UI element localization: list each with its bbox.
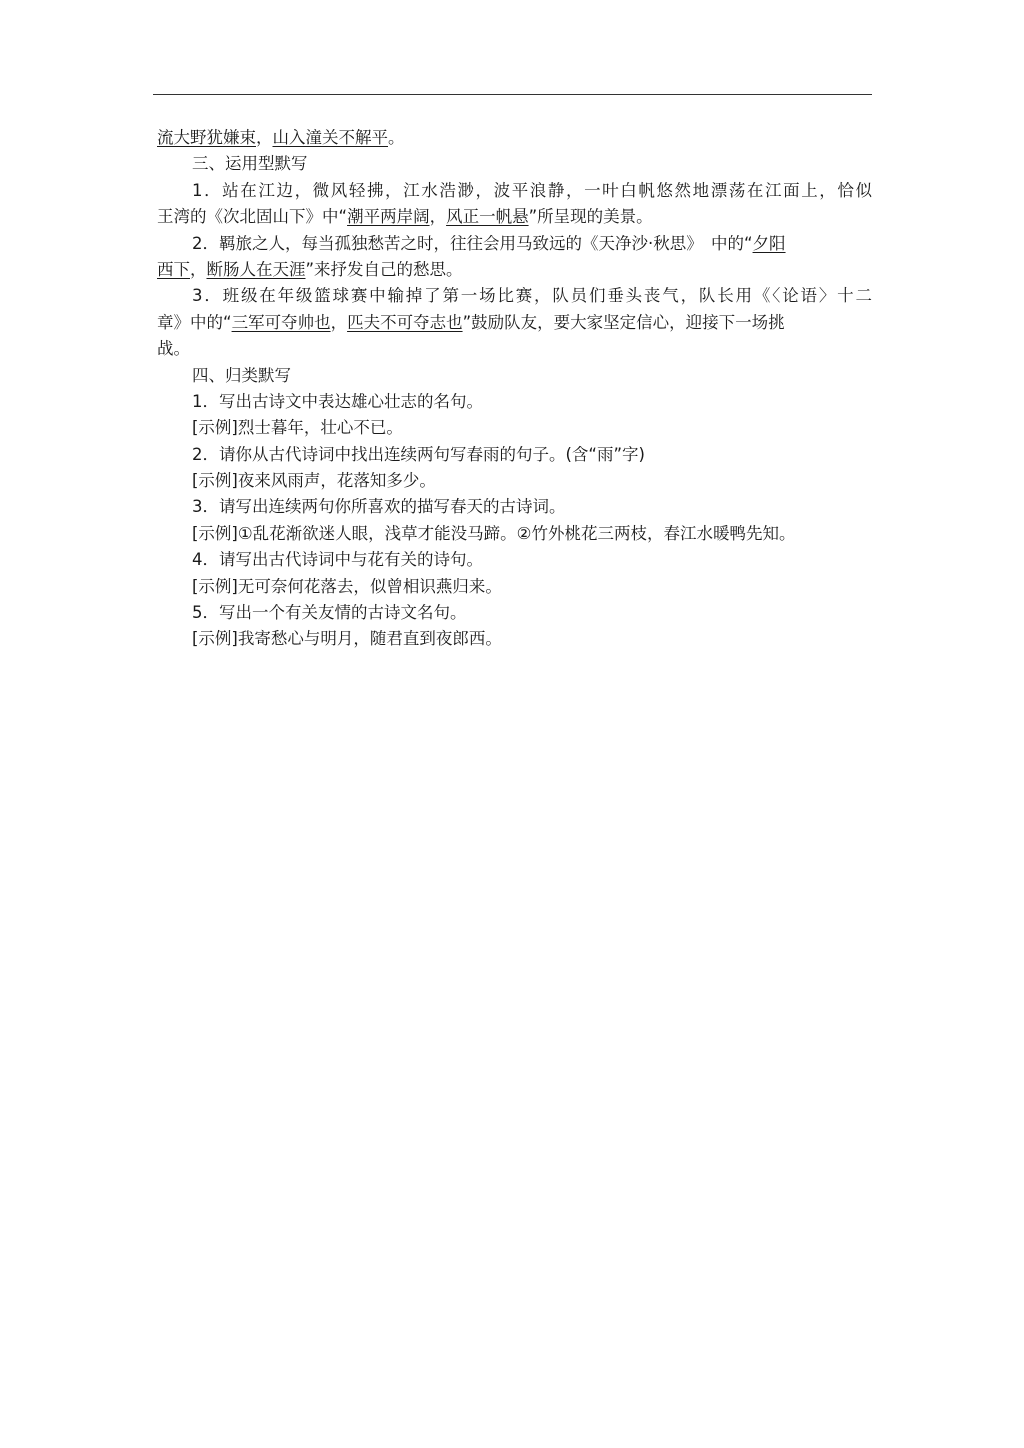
answer-underlined: 风正一帆悬 — [446, 207, 529, 227]
document-body — [157, 125, 872, 653]
question-2-line-1: 2．羁旅之人，每当孤独愁苦之时，往往会用马致远的《天净沙·秋思》 中的“夕阳 — [192, 233, 786, 253]
answer-underlined: 潮平两岸阔 — [347, 207, 430, 227]
item-1-prompt: 1．写出古诗文中表达雄心壮志的名句。 — [192, 391, 483, 411]
question-3-line-2: 章》中的“三军可夺帅也，匹夫不可夺志也”鼓励队友，要大家坚定信心，迎接下一场挑 — [157, 312, 785, 332]
question-1-line-2: 王湾的《次北固山下》中“潮平两岸阔，风正一帆悬”所呈现的美景。 — [157, 207, 653, 227]
answer-underlined: 夕阳 — [752, 233, 786, 253]
section-heading-4: 四、归类默写 — [192, 365, 291, 385]
answer-underlined: 断肠人在天涯 — [206, 259, 306, 279]
question-2-line-2: 西下，断肠人在天涯”来抒发自己的愁思。 — [157, 259, 463, 279]
answer-underlined: 山入潼关不解平 — [272, 128, 388, 147]
question-3-line-3: 战。 — [157, 339, 190, 359]
item-2-example: [示例]夜来风雨声，花落知多少。 — [192, 471, 436, 491]
poem-line-continued: 流大野犹嫌束，山入潼关不解平。 — [157, 128, 405, 147]
item-4-prompt: 4．请写出古代诗词中与花有关的诗句。 — [192, 550, 483, 570]
item-3-example: [示例]①乱花渐欲迷人眼，浅草才能没马蹄。②竹外桃花三两枝，春江水暖鸭先知。 — [192, 523, 796, 543]
item-3-prompt: 3．请写出连续两句你所喜欢的描写春天的古诗词。 — [192, 497, 566, 517]
answer-underlined: 三军可夺帅也 — [231, 312, 331, 332]
item-1-example: [示例]烈士暮年，壮心不已。 — [192, 418, 403, 438]
answer-underlined: 西下 — [157, 259, 190, 279]
question-3-line-1: 3．班级在年级篮球赛中输掉了第一场比赛，队员们垂头丧气，队长用《〈论语〉十二 — [192, 286, 872, 306]
section-heading-3: 三、运用型默写 — [192, 154, 308, 174]
item-5-prompt: 5．写出一个有关友情的古诗文名句。 — [192, 603, 467, 623]
item-4-example: [示例]无可奈何花落去，似曾相识燕归来。 — [192, 576, 502, 596]
item-2-prompt: 2．请你从古代诗词中找出连续两句写春雨的句子。(含“雨”字) — [192, 444, 645, 464]
item-5-example: [示例]我寄愁心与明月，随君直到夜郎西。 — [192, 629, 502, 649]
header-rule — [153, 94, 872, 95]
answer-underlined: 流大野犹嫌束 — [157, 128, 256, 147]
question-1-line-1: 1．站在江边，微风轻拂，江水浩渺，波平浪静，一叶白帆悠然地漂荡在江面上，恰似 — [192, 180, 872, 200]
answer-underlined: 匹夫不可夺志也 — [347, 312, 463, 332]
